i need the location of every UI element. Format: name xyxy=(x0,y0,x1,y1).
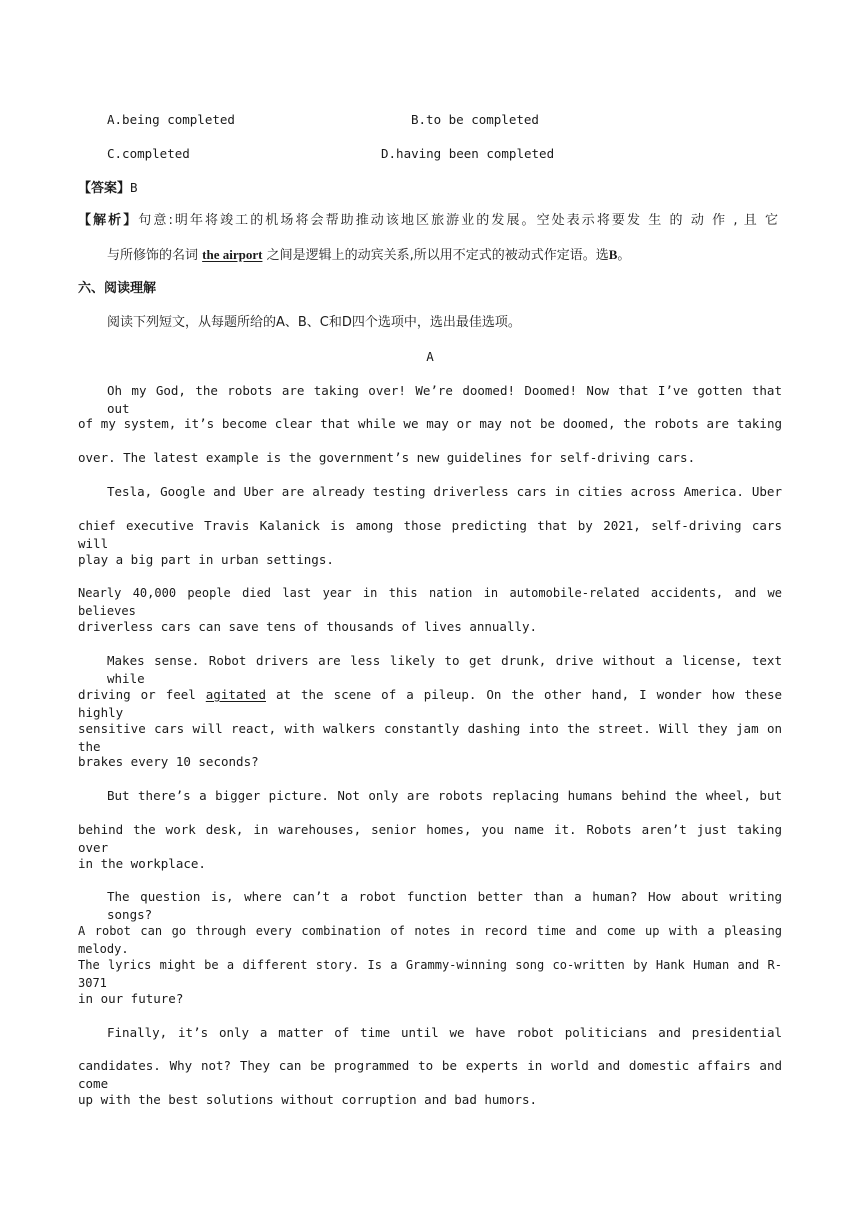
answer-value: B xyxy=(130,180,138,195)
passage-line: play a big part in urban settings. xyxy=(78,552,334,567)
passage-line: behind the work desk, in warehouses, senior homes, you name it. Robots aren’t just taking over xyxy=(78,822,782,855)
passage-line: Finally, it’s only a matter of time until we have robot politicians and presidential xyxy=(107,1025,782,1040)
answer-label: 【答案】 xyxy=(78,181,131,196)
answer-line xyxy=(78,179,138,198)
passage-line: A robot can go through every combination of notes in record time and come up with a pleasing melody. xyxy=(78,924,782,956)
passage-line: sensitive cars will react, with walkers constantly dashing into the street. Will they jam on the xyxy=(78,721,782,754)
passage-line: brakes every 10 seconds? xyxy=(78,754,259,769)
analysis-text-2-pre: 与所修饰的名词 xyxy=(107,248,203,263)
option-a: A.being completed xyxy=(107,112,235,127)
option-c: C.completed xyxy=(107,146,190,161)
analysis-line-2 xyxy=(107,246,630,265)
analysis-text-1: 句意:明年将竣工的机场将会帮助推动该地区旅游业的发展。空处表示将要发 生 的 动 作 , 且 它 xyxy=(138,213,778,228)
vocab-word-agitated: agitated xyxy=(205,687,266,702)
section-instruction: 阅读下列短文，从每题所给的A、B、C和D四个选项中，选出最佳选项。 xyxy=(107,315,521,330)
passage-line: of my system, it’s become clear that while we may or may not be doomed, the robots are taking xyxy=(78,416,782,431)
passage-line: The question is, where can’t a robot function better than a human? How about writing songs? xyxy=(107,889,782,922)
passage-line: in the workplace. xyxy=(78,856,206,871)
passage-line: up with the best solutions without corruption and bad humors. xyxy=(78,1092,538,1107)
analysis-text-2-end: 。 xyxy=(617,248,631,263)
passage-line: Nearly 40,000 people died last year in this nation in automobile-related accidents, and we believes xyxy=(78,586,782,618)
passage-line: Tesla, Google and Uber are already testing driverless cars in cities across America. Uber xyxy=(107,484,782,499)
analysis-text-2-post: 之间是逻辑上的动宾关系,所以用不定式的被动式作定语。选 xyxy=(262,248,609,263)
passage-line xyxy=(78,686,782,722)
passage-line: But there’s a bigger picture. Not only are robots replacing humans behind the wheel, but xyxy=(107,788,782,803)
passage-line: in our future? xyxy=(78,991,184,1006)
analysis-label: 【解析】 xyxy=(78,213,139,228)
passage-line: Makes sense. Robot drivers are less likely to get drunk, drive without a license, text while xyxy=(107,653,782,686)
section-heading: 六、阅读理解 xyxy=(78,281,157,296)
passage-line: chief executive Travis Kalanick is among those predicting that by 2021, self-driving cars will xyxy=(78,518,782,551)
passage-line: over. The latest example is the government’s new guidelines for self-driving cars. xyxy=(78,450,696,465)
option-d: D.having been completed xyxy=(381,146,555,161)
passage-text: driving or feel xyxy=(78,687,206,702)
analysis-line-1 xyxy=(78,212,778,230)
passage-line: The lyrics might be a different story. Is a Grammy-winning song co-written by Hank Human and R-3071 xyxy=(78,958,782,990)
option-b: B.to be completed xyxy=(411,112,539,127)
analysis-term: the airport xyxy=(202,247,263,262)
passage-line: candidates. Why not? They can be programmed to be experts in world and domestic affairs and come xyxy=(78,1058,782,1091)
passage-text: at the scene of a pileup. On the other hand, I wonder how these highly xyxy=(78,687,782,720)
passage-label: A xyxy=(426,349,434,364)
analysis-choice: B xyxy=(608,247,618,262)
passage-line: driverless cars can save tens of thousands of lives annually. xyxy=(78,619,538,634)
passage-line: Oh my God, the robots are taking over! We’re doomed! Doomed! Now that I’ve gotten that out xyxy=(107,383,782,416)
